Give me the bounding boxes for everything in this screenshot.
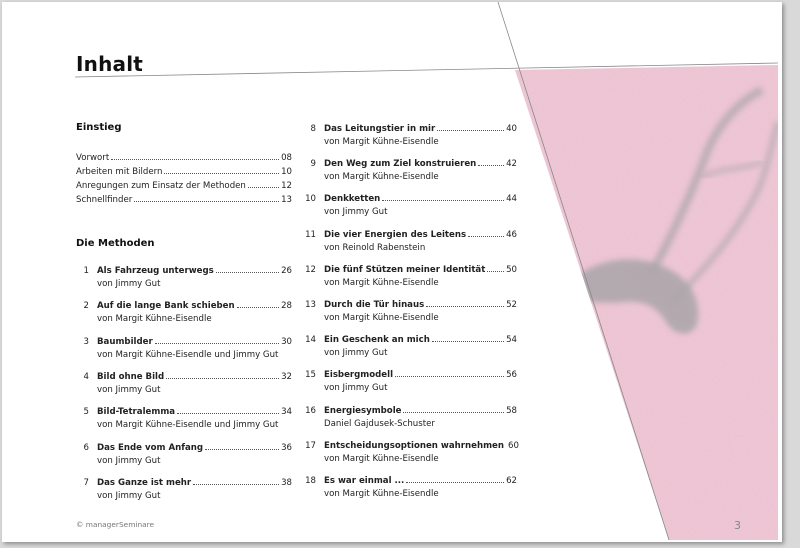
method-author: von Jimmy Gut xyxy=(97,279,161,289)
method-author: von Jimmy Gut xyxy=(324,348,388,359)
method-entry[interactable] xyxy=(304,123,517,151)
method-author: von Reinold Rabenstein xyxy=(324,242,426,253)
leader-dots xyxy=(478,165,504,166)
page-number: 3 xyxy=(734,519,741,532)
method-title: Durch die Tür hinaus xyxy=(324,300,425,310)
method-number: 15 xyxy=(305,370,316,381)
method-page: 50 xyxy=(506,264,517,275)
method-author: von Jimmy Gut xyxy=(324,207,388,218)
toc-page: 10 xyxy=(281,167,292,177)
method-number: 18 xyxy=(305,476,316,486)
leader-dots xyxy=(426,306,504,307)
method-number: 13 xyxy=(305,300,316,310)
leader-dots xyxy=(437,130,504,131)
method-author: von Margit Kühne-Eisendle xyxy=(324,137,439,147)
method-number: 9 xyxy=(310,159,316,170)
leader-dots xyxy=(205,449,279,450)
method-page: 52 xyxy=(506,300,517,310)
leader-dots xyxy=(248,187,279,188)
toc-page: 12 xyxy=(281,181,292,191)
method-entry[interactable] xyxy=(77,300,292,328)
leader-dots xyxy=(134,201,279,202)
method-title-row xyxy=(97,442,292,455)
method-entry[interactable] xyxy=(304,264,517,292)
leader-dots xyxy=(406,482,504,483)
method-title: Die vier Energien des Leitens xyxy=(324,229,467,240)
toc-title: Arbeiten mit Bildern xyxy=(76,167,163,177)
method-title: Das Ganze ist mehr xyxy=(97,477,192,488)
method-number: 17 xyxy=(305,440,316,451)
method-entry[interactable] xyxy=(304,334,517,362)
method-title: Den Weg zum Ziel konstruieren xyxy=(324,159,477,170)
page-title: Inhalt xyxy=(76,52,144,76)
method-entry[interactable] xyxy=(77,371,292,399)
leader-dots xyxy=(111,159,279,160)
method-page: 26 xyxy=(281,266,292,276)
method-title-row xyxy=(97,336,292,349)
method-title-row xyxy=(97,477,292,490)
toc-page: 08 xyxy=(281,153,292,163)
copyright: © managerSeminare xyxy=(76,520,155,529)
leader-dots xyxy=(216,272,279,273)
method-page: 32 xyxy=(281,371,292,382)
method-page: 28 xyxy=(281,301,292,312)
method-number: 10 xyxy=(305,194,316,205)
toc-row-arbeiten[interactable] xyxy=(76,165,292,179)
method-page: 30 xyxy=(281,336,292,347)
method-page: 54 xyxy=(506,335,517,346)
method-author: von Margit Kühne-Eisendle xyxy=(324,313,439,323)
method-title-row xyxy=(324,123,517,136)
method-entry[interactable] xyxy=(304,229,517,257)
method-title-row xyxy=(97,371,292,384)
method-title: Ein Geschenk an mich xyxy=(324,335,430,346)
method-page: 46 xyxy=(506,229,517,240)
method-title: Denkketten xyxy=(324,194,381,205)
method-author: von Margit Kühne-Eisendle und Jimmy Gut xyxy=(97,349,279,360)
method-entry[interactable] xyxy=(77,265,292,293)
method-number: 7 xyxy=(83,477,89,488)
leader-dots xyxy=(403,412,504,413)
einstieg-heading: Einstieg xyxy=(76,122,122,133)
method-title: Es war einmal ... xyxy=(324,476,405,486)
method-title-row xyxy=(324,440,517,453)
method-title: Bild ohne Bild xyxy=(97,371,165,382)
method-number: 4 xyxy=(83,371,89,382)
method-page: 62 xyxy=(506,476,517,486)
leader-dots xyxy=(164,173,279,174)
method-entry[interactable] xyxy=(304,299,517,327)
method-page: 56 xyxy=(506,370,517,381)
toc-title: Schnellfinder xyxy=(76,195,133,205)
method-author: von Jimmy Gut xyxy=(324,383,388,394)
leader-dots xyxy=(468,236,504,237)
method-entry[interactable] xyxy=(304,405,517,433)
method-number: 12 xyxy=(305,264,316,275)
method-author: von Jimmy Gut xyxy=(97,384,161,395)
book-page xyxy=(2,2,782,542)
method-title: Bild-Tetralemma xyxy=(97,407,176,418)
method-author: von Jimmy Gut xyxy=(97,490,161,501)
method-page: 60 xyxy=(507,440,519,451)
method-number: 8 xyxy=(310,124,316,134)
method-author: von Margit Kühne-Eisendle xyxy=(324,172,439,183)
method-number: 5 xyxy=(83,407,89,418)
method-page: 34 xyxy=(281,407,292,418)
leader-dots xyxy=(166,378,279,379)
method-title-row xyxy=(324,193,517,206)
method-author: von Margit Kühne-Eisendle xyxy=(324,277,439,288)
method-title-row xyxy=(324,229,517,242)
method-title: Das Leitungstier in mir xyxy=(324,124,436,134)
leader-dots xyxy=(177,413,279,414)
leader-dots xyxy=(395,376,504,377)
method-title: Energiesymbole xyxy=(324,405,402,416)
method-author: von Margit Kühne-Eisendle und Jimmy Gut xyxy=(97,420,279,431)
einstieg-list xyxy=(76,151,292,207)
leader-dots xyxy=(237,307,279,308)
leader-dots xyxy=(432,341,504,342)
method-entry[interactable] xyxy=(77,406,292,434)
toc-row-schnellfinder[interactable] xyxy=(76,193,292,207)
method-entry[interactable] xyxy=(77,442,292,470)
method-entry[interactable] xyxy=(304,158,517,186)
method-title-row xyxy=(97,406,292,419)
method-entry[interactable] xyxy=(77,477,292,505)
method-title-row xyxy=(97,265,292,278)
method-author: von Margit Kühne-Eisendle xyxy=(324,489,439,499)
method-title: Auf die lange Bank schieben xyxy=(97,301,235,312)
method-title: Baumbilder xyxy=(97,336,153,347)
method-title: Das Ende vom Anfang xyxy=(97,442,204,453)
method-entry[interactable] xyxy=(304,475,517,503)
method-title-row xyxy=(324,334,517,347)
method-number: 16 xyxy=(305,405,316,416)
toc-title: Anregungen zum Einsatz der Methoden xyxy=(76,181,246,191)
leader-dots xyxy=(487,271,504,272)
method-title-row xyxy=(324,264,517,277)
method-title: Die fünf Stützen meiner Identität xyxy=(324,264,486,275)
method-page: 38 xyxy=(281,477,292,488)
method-number: 14 xyxy=(305,335,316,346)
method-title-row xyxy=(97,300,292,313)
method-title: Als Fahrzeug unterwegs xyxy=(97,266,214,276)
toc-page: 13 xyxy=(281,195,292,205)
method-title: Entscheidungsoptionen wahrnehmen xyxy=(324,440,504,451)
toc-row-anregungen[interactable] xyxy=(76,179,292,193)
methoden-heading: Die Methoden xyxy=(76,238,155,249)
method-number: 2 xyxy=(83,301,89,312)
method-page: 36 xyxy=(281,442,292,453)
method-entry[interactable] xyxy=(304,440,517,468)
leader-dots xyxy=(193,484,279,485)
method-number: 6 xyxy=(83,442,89,453)
method-number: 1 xyxy=(83,266,89,276)
method-author: von Margit Kühne-Eisendle xyxy=(97,314,212,325)
toc-row-vorwort[interactable] xyxy=(76,151,292,165)
method-author: Daniel Gajdusek-Schuster xyxy=(324,418,435,429)
method-number: 3 xyxy=(83,336,89,347)
method-author: von Jimmy Gut xyxy=(97,455,161,466)
method-title-row xyxy=(324,475,517,488)
method-title: Eisbergmodell xyxy=(324,370,394,381)
toc-title: Vorwort xyxy=(76,153,110,163)
method-page: 40 xyxy=(506,124,517,134)
method-number: 11 xyxy=(305,229,316,240)
method-entry[interactable] xyxy=(77,336,292,364)
method-entry[interactable] xyxy=(304,193,517,221)
method-page: 44 xyxy=(506,194,517,205)
method-author: von Margit Kühne-Eisendle xyxy=(324,453,439,464)
leader-dots xyxy=(382,200,504,201)
method-title-row xyxy=(324,369,517,382)
method-page: 42 xyxy=(506,159,517,170)
leader-dots xyxy=(155,343,279,344)
method-title-row xyxy=(324,299,517,312)
method-title-row xyxy=(324,405,517,418)
method-page: 58 xyxy=(506,405,517,416)
method-title-row xyxy=(324,158,517,171)
method-entry[interactable] xyxy=(304,369,517,397)
